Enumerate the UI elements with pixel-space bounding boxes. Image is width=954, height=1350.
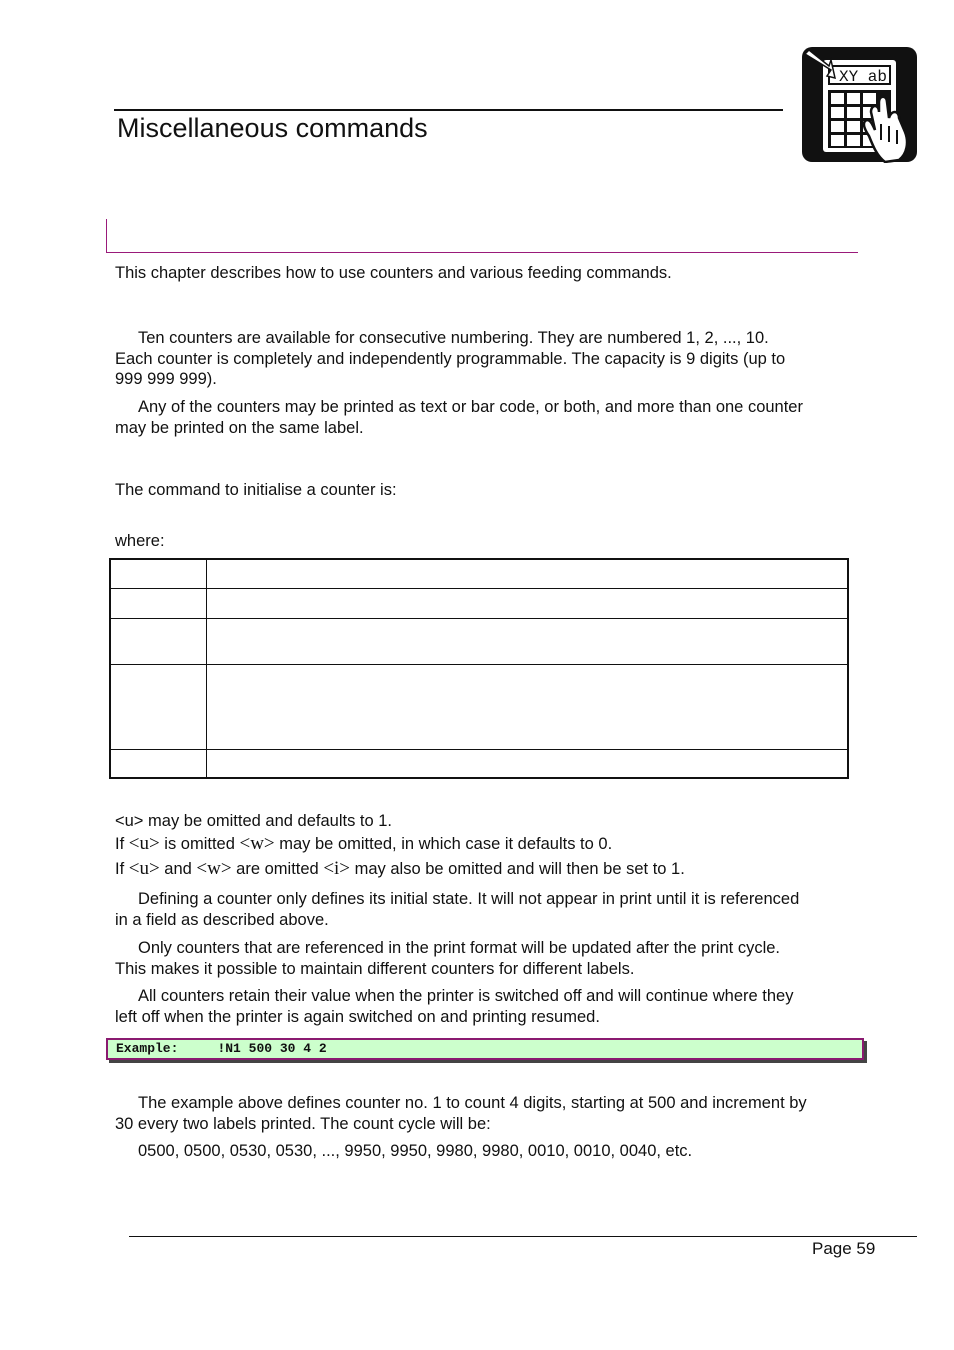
note-text: If	[115, 860, 125, 878]
table-row	[110, 618, 848, 664]
count-cycle: 0500, 0500, 0530, 0530, ..., 9950, 9950, 9980, 9980, 0010, 0010, 0040, etc.	[138, 1142, 693, 1160]
param-i: <i>	[323, 858, 351, 879]
page-title: Miscellaneous commands	[117, 113, 428, 143]
text-line: This makes it possible to maintain different counters for different labels.	[115, 959, 635, 978]
text-line: Only counters that are referenced in the print format will be updated after the print cycle.	[138, 939, 781, 957]
table-cell	[207, 618, 849, 664]
note-text: If	[115, 835, 125, 853]
logo-text: XY ab	[839, 68, 888, 86]
note-text: may be omitted, in which case it defaults to 0.	[279, 835, 613, 853]
example-label: Example:	[116, 1041, 179, 1056]
table-cell	[207, 588, 849, 618]
text-line: Each counter is completely and independently programmable. The capacity is 9 digits (up to	[115, 349, 786, 368]
calculator-hand-icon	[801, 46, 918, 163]
table-row	[110, 588, 848, 618]
text-line: The example above defines counter no. 1 to count 4 digits, starting at 500 and increment by	[138, 1094, 807, 1112]
text-line: left off when the printer is again switched on and printing resumed.	[115, 1007, 600, 1026]
param-w: <w>	[196, 858, 232, 879]
note-i-omitted	[115, 859, 685, 880]
text-line: Defining a counter only defines its initial state. It will not appear in print until it is referenced	[138, 890, 800, 908]
note-text: may also be omitted and will then be set to 1.	[354, 860, 685, 878]
retain-paragraph	[115, 986, 860, 1027]
text-line: Any of the counters may be printed as text or bar code, or both, and more than one counter	[138, 398, 803, 416]
example-box	[106, 1038, 864, 1060]
table-cell	[110, 559, 207, 588]
table-row	[110, 749, 848, 778]
define-paragraph	[115, 889, 860, 930]
table-cell	[207, 664, 849, 749]
note-u-default: <u> may be omitted and defaults to 1.	[115, 812, 393, 830]
table-cell	[110, 588, 207, 618]
text-line: All counters retain their value when the printer is switched off and will continue where they	[138, 987, 794, 1005]
counters-paragraph-1	[115, 328, 860, 390]
page-number: Page 59	[812, 1239, 876, 1258]
table-row	[110, 664, 848, 749]
parameter-table	[109, 558, 849, 779]
text-line: 30 every two labels printed. The count cycle will be:	[115, 1114, 491, 1133]
counters-paragraph-2	[115, 397, 860, 438]
where-label: where:	[115, 532, 165, 550]
note-text: is omitted	[164, 835, 235, 853]
example-code: !N1 500 30 4 2	[217, 1041, 327, 1056]
param-u: <u>	[128, 833, 160, 854]
section-heading-bar	[106, 219, 858, 253]
text-line: Ten counters are available for consecutive numbering. They are numbered 1, 2, ..., 10.	[138, 329, 769, 347]
table-cell	[110, 664, 207, 749]
note-w-omitted	[115, 834, 612, 855]
intro-text: This chapter describes how to use counters and various feeding commands.	[115, 264, 672, 282]
text-line: in a field as described above.	[115, 910, 329, 929]
update-paragraph	[115, 938, 860, 979]
footer-rule	[129, 1236, 917, 1237]
param-u: <u>	[128, 858, 160, 879]
text-line: 999 999 999).	[115, 370, 217, 388]
table-cell	[110, 618, 207, 664]
table-row	[110, 559, 848, 588]
init-command-text: The command to initialise a counter is:	[115, 481, 397, 499]
table-cell	[110, 749, 207, 778]
title-rule	[114, 109, 783, 111]
text-line: may be printed on the same label.	[115, 418, 364, 437]
note-text: and	[164, 860, 192, 878]
example-explanation	[115, 1093, 860, 1134]
param-w: <w>	[239, 833, 275, 854]
table-cell	[207, 559, 849, 588]
note-text: are omitted	[236, 860, 319, 878]
table-cell	[207, 749, 849, 778]
